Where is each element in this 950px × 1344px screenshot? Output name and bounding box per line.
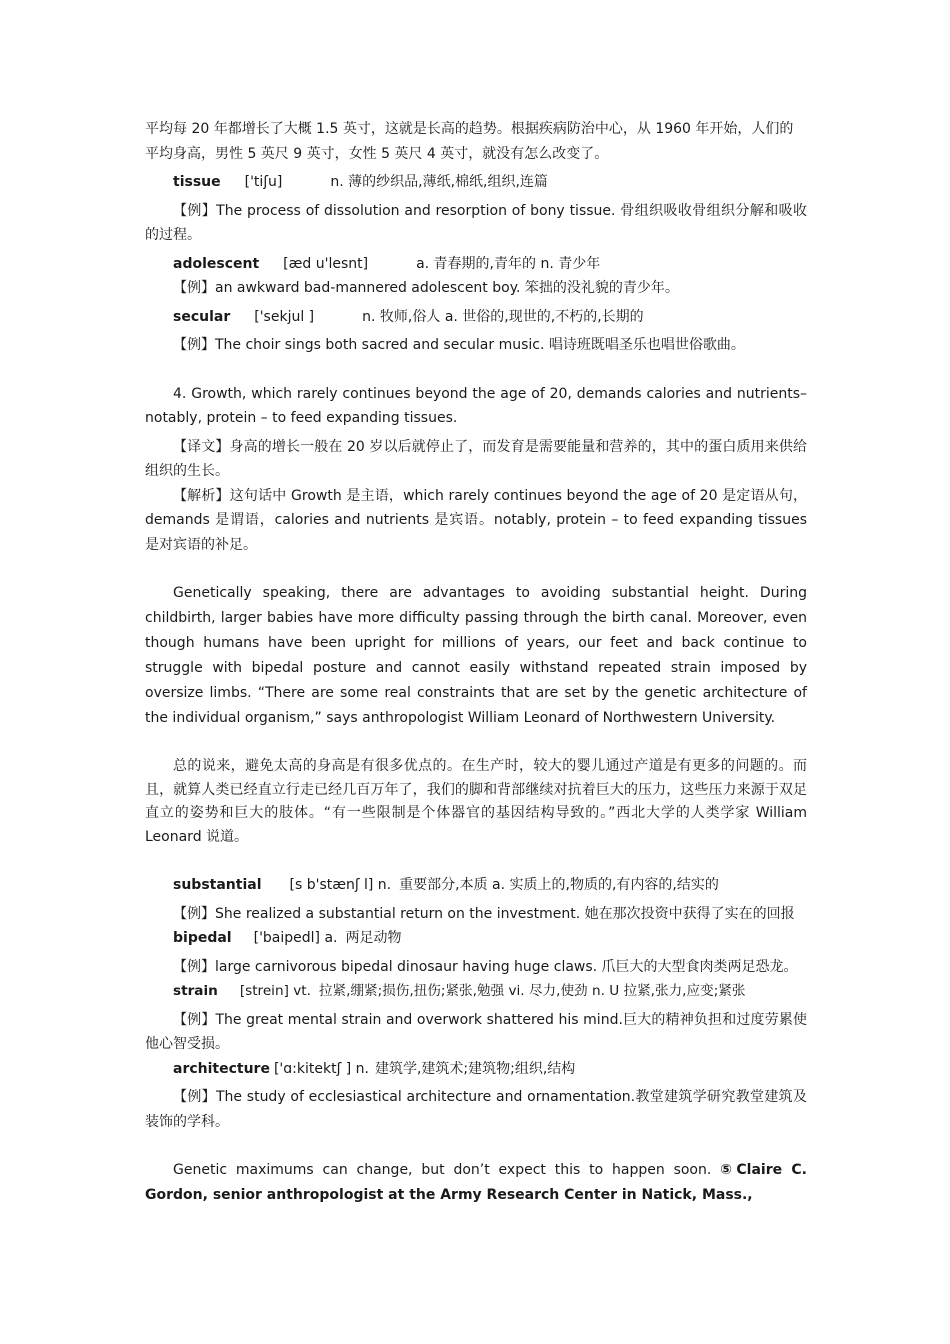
- final-paragraph-bold: ⑤Claire C. Gordon, senior anthropologist at the Army Research Center in Natick, Mass.,: [145, 1162, 807, 1203]
- vocab-example: 【例】She realized a substantial return on the investment. 她在那次投资中获得了实在的回报: [173, 905, 795, 922]
- vocab-example: 【例】large carnivorous bipedal dinosaur having huge claws. 爪巨大的大型食肉类两足恐龙。: [173, 958, 798, 975]
- vocab-phonetic: ['ɑ:kitektʃ ] n.: [273, 1060, 369, 1077]
- vocab-word: strain: [173, 983, 218, 999]
- vocab-word: substantial: [173, 877, 262, 893]
- vocab-phonetic: [æd u'lesnt]: [283, 255, 369, 272]
- final-paragraph: [145, 1158, 807, 1208]
- vocab-definition: 建筑学,建筑术;建筑物;组织,结构: [374, 1060, 576, 1077]
- vocab-entry-bipedal: [145, 926, 807, 951]
- vocab-word: bipedal: [173, 930, 232, 946]
- paragraph-english: Genetically speaking, there are advantages to avoiding substantial height. During childbirth, larger babies have more difficulty passing through the birth canal. Moreover, even though humans have been upright for millions of years, our feet and back continue to struggle with bipedal posture and cannot easily withstand repeated strain imposed by oversize limbs. “There are some real constraints that are set by the genetic architecture of the individual organism,” says anthropologist William Leonard of Northwestern University.: [145, 585, 807, 726]
- vocab-word: tissue: [173, 174, 221, 190]
- paragraph-chinese: 总的说来，避免太高的身高是有很多优点的。在生产时，较大的婴儿通过产道是有更多的问题的。而且，就算人类已经直立行走已经几百万年了，我们的脚和背部继续对抗着巨大的压力，这些压力来源于双足直立的姿势和巨大的肢体。“有一些限制是个体器官的基因结构导致的。”西北大学的人类学家 William Leonard 说道。: [145, 758, 807, 845]
- sentence-4: 4. Growth, which rarely continues beyond the age of 20, demands calories and nutrients–notably, protein – to feed expanding tissues.: [145, 385, 807, 426]
- sentence-4-analysis: 【解析】这句话中 Growth 是主语，which rarely continues beyond the age of 20 是定语从句，demands 是谓语，calories and nutrients 是宾语。notably, protein – to feed expanding tissues 是对宾语的补足。: [145, 487, 807, 553]
- vocab-definition: n. 薄的纱织品,薄纸,棉纸,组织,连篇: [330, 174, 548, 190]
- vocab-example: 【例】The study of ecclesiastical architecture and ornamentation.教堂建筑学研究教堂建筑及装饰的学科。: [145, 1089, 807, 1130]
- sentence-4-translation: 【译文】身高的增长一般在 20 岁以后就停止了，而发育是需要能量和营养的，其中的蛋白质用来供给组织的生长。: [145, 438, 807, 479]
- vocab-word: adolescent: [173, 255, 260, 272]
- vocab-word: secular: [173, 308, 231, 325]
- vocab-entry-adolescent: [145, 252, 807, 277]
- vocab-example: 【例】an awkward bad-mannered adolescent boy. 笨拙的没礼貌的青少年。: [173, 280, 679, 296]
- document-page: [145, 117, 807, 1208]
- final-paragraph-text: Genetic maximums can change, but don’t expect this to happen soon.: [173, 1162, 721, 1178]
- vocab-phonetic: ['sekjul ]: [254, 308, 315, 325]
- vocab-definition: 重要部分,本质 a. 实质上的,物质的,有内容的,结实的: [399, 877, 719, 893]
- vocab-example: 【例】The choir sings both sacred and secular music. 唱诗班既唱圣乐也唱世俗歌曲。: [173, 337, 745, 353]
- vocab-phonetic: ['tiʃu]: [244, 174, 283, 190]
- vocab-definition: n. 牧师,俗人 a. 世俗的,现世的,不朽的,长期的: [362, 308, 644, 325]
- vocab-definition: a. 青春期的,青年的 n. 青少年: [416, 255, 601, 272]
- vocab-entry-secular: [145, 305, 807, 330]
- vocab-entry-tissue: [145, 170, 807, 195]
- vocab-example: 【例】The process of dissolution and resorption of bony tissue. 骨组织吸收骨组织分解和吸收的过程。: [145, 202, 807, 243]
- vocab-word: architecture: [173, 1060, 270, 1077]
- vocab-phonetic: ['baipedl] a.: [253, 930, 338, 946]
- vocab-example: 【例】The great mental strain and overwork shattered his mind.巨大的精神负担和过度劳累使他心智受损。: [145, 1011, 807, 1052]
- vocab-phonetic: [s b'stænʃ l] n.: [289, 877, 392, 893]
- vocab-entry-substantial: [145, 873, 807, 898]
- intro-cn-line-1: 平均每 20 年都增长了大概 1.5 英寸，这就是长高的趋势。根据疾病防治中心，从 1960 年开始，人们的: [145, 121, 794, 137]
- vocab-definition: 拉紧,绷紧;损伤,扭伤;紧张,勉强 vi. 尽力,使劲 n. U 拉紧,张力,应变;紧张: [318, 983, 746, 999]
- intro-cn-line-2: 平均身高，男性 5 英尺 9 英寸，女性 5 英尺 4 英寸，就没有怎么改变了。: [145, 145, 609, 162]
- vocab-phonetic: [strein] vt.: [239, 983, 311, 999]
- vocab-definition: 两足动物: [345, 930, 402, 946]
- vocab-entry-strain: [145, 979, 807, 1004]
- vocab-entry-architecture: [145, 1057, 807, 1082]
